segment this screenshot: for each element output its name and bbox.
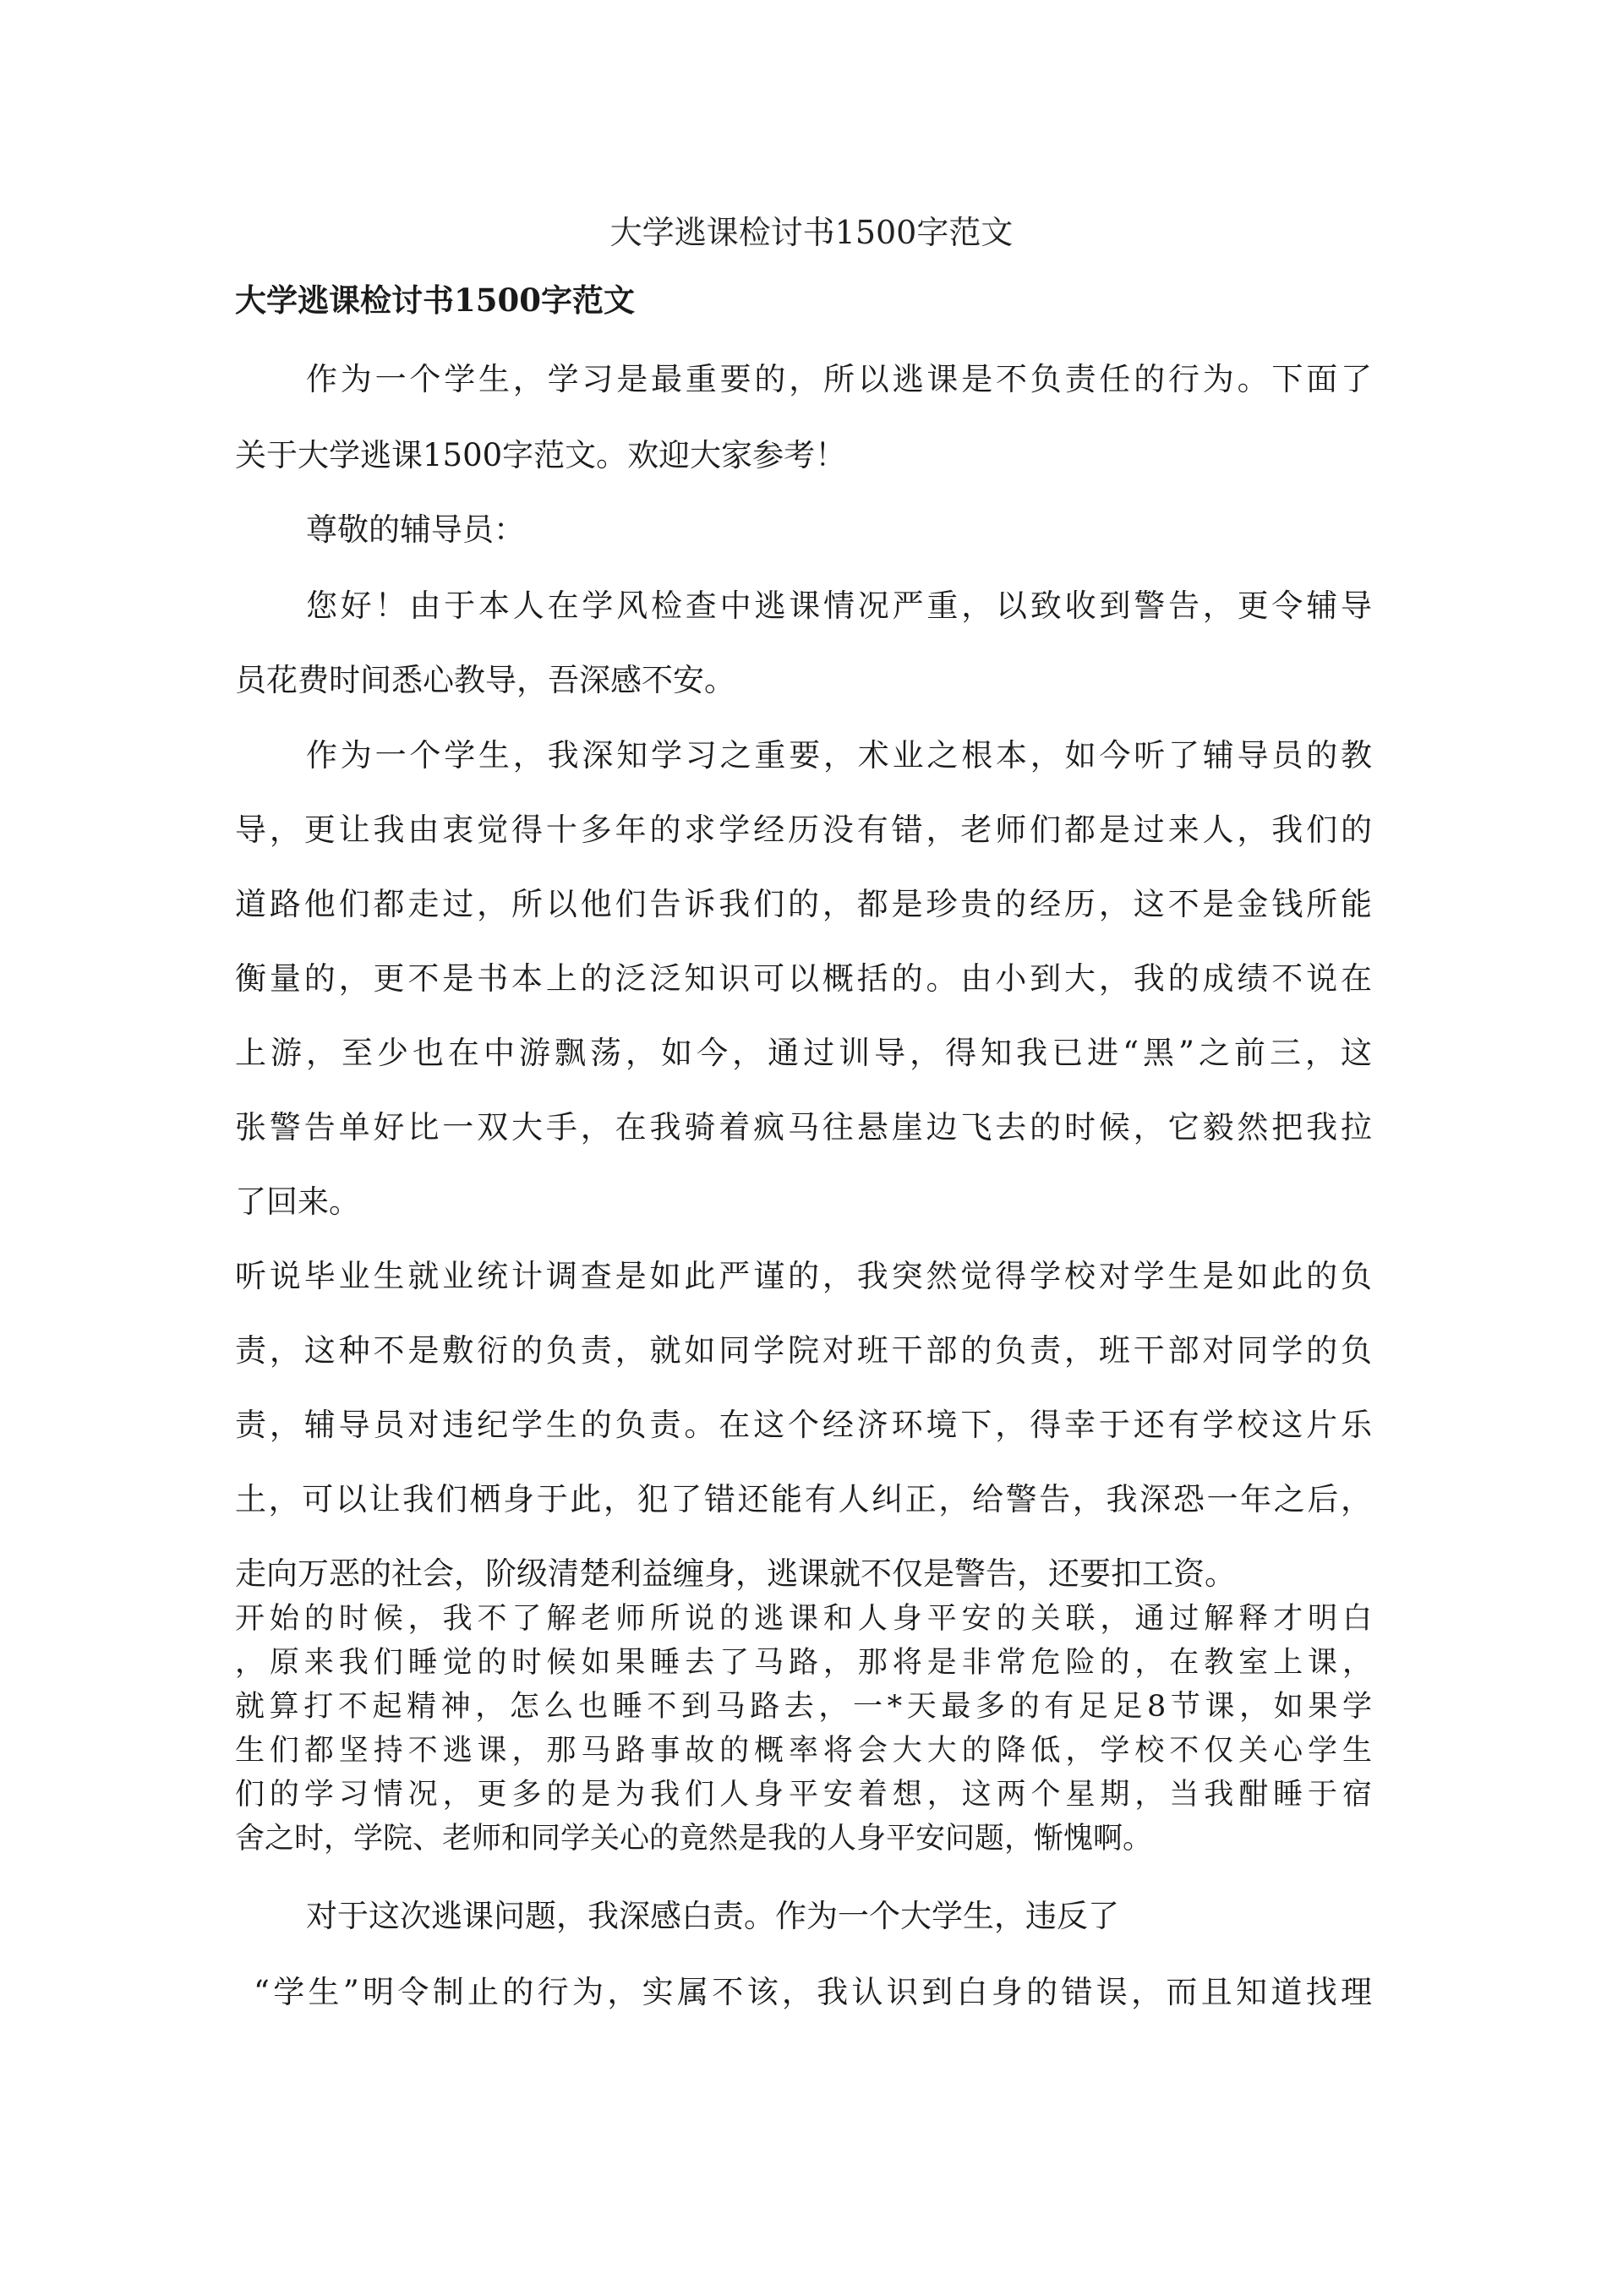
- paragraph-line: 导，更让我由衷觉得十多年的求学经历没有错，老师们都是过来人，我们的: [235, 812, 1372, 848]
- paragraph-line: 了回来。: [235, 1184, 360, 1220]
- paragraph-line: 们的学习情况，更多的是为我们人身平安着想，这两个星期，当我酣睡于宿: [235, 1778, 1372, 1812]
- paragraph-line: ，原来我们睡觉的时候如果睡去了马路，那将是非常危险的，在教室上课，: [235, 1646, 1372, 1680]
- paragraph-line: 责，这种不是敷衍的负责，就如同学院对班干部的负责，班干部对同学的负: [235, 1332, 1372, 1369]
- paragraph-line: 上游，至少也在中游飘荡，如今，通过训导，得知我已进“黑”之前三，这: [235, 1035, 1372, 1071]
- paragraph-line: 对于这次逃课问题，我深感白责。作为一个大学生，违反了: [306, 1898, 1119, 1934]
- paragraph-line: 作为一个学生，我深知学习之重要，术业之根本，如今听了辅导员的教: [306, 737, 1372, 774]
- paragraph-line: 走向万恶的社会，阶级清楚利益缠身，逃课就不仅是警告，还要扣工资。: [235, 1555, 1236, 1592]
- paragraph-line: “学生”明令制止的行为，实属不该，我认识到白身的错误，而且知道找理: [254, 1974, 1372, 2010]
- salutation: 尊敬的辅导员：: [306, 511, 525, 548]
- paragraph-line: 您好！由于本人在学风检查中逃课情况严重，以致收到警告，更令辅导: [306, 588, 1372, 624]
- paragraph-line: 张警告单好比一双大手，在我骑着疯马往悬崖边飞去的时候，它毅然把我拉: [235, 1109, 1372, 1145]
- paragraph-line: 舍之时，学院、老师和同学关心的竟然是我的人身平安问题，惭愧啊。: [235, 1822, 1153, 1856]
- paragraph-line: 道路他们都走过，所以他们告诉我们的，都是珍贵的经历，这不是金钱所能: [235, 886, 1372, 922]
- paragraph-line: 作为一个学生，学习是最重要的，所以逃课是不负责任的行为。下面了: [306, 361, 1372, 397]
- paragraph-line: 生们都坚持不逃课，那马路事故的概率将会大大的降低，学校不仅关心学生: [235, 1734, 1372, 1768]
- document-title: 大学逃课检讨书1500字范文: [609, 214, 1014, 251]
- paragraph-line: 听说毕业生就业统计调查是如此严谨的，我突然觉得学校对学生是如此的负: [235, 1258, 1372, 1294]
- paragraph-line: 关于大学逃课1500字范文。欢迎大家参考！: [235, 437, 847, 473]
- paragraph-line: 土，可以让我们栖身于此，犯了错还能有人纠正，给警告，我深恐一年之后，: [235, 1481, 1372, 1517]
- paragraph-line: 开始的时候，我不了解老师所说的逃课和人身平安的关联，通过解释才明白: [235, 1602, 1372, 1636]
- paragraph-line: 责，辅导员对违纪学生的负责。在这个经济环境下，得幸于还有学校这片乐: [235, 1407, 1372, 1443]
- paragraph-line: 员花费时间悉心教导，吾深感不安。: [235, 662, 735, 698]
- paragraph-line: 就算打不起精神，怎么也睡不到马路去，一*天最多的有足足8节课，如果学: [235, 1690, 1372, 1724]
- document-heading: 大学逃课检讨书1500字范文: [235, 282, 635, 319]
- paragraph-line: 衡量的，更不是书本上的泛泛知识可以概括的。由小到大，我的成绩不说在: [235, 960, 1372, 997]
